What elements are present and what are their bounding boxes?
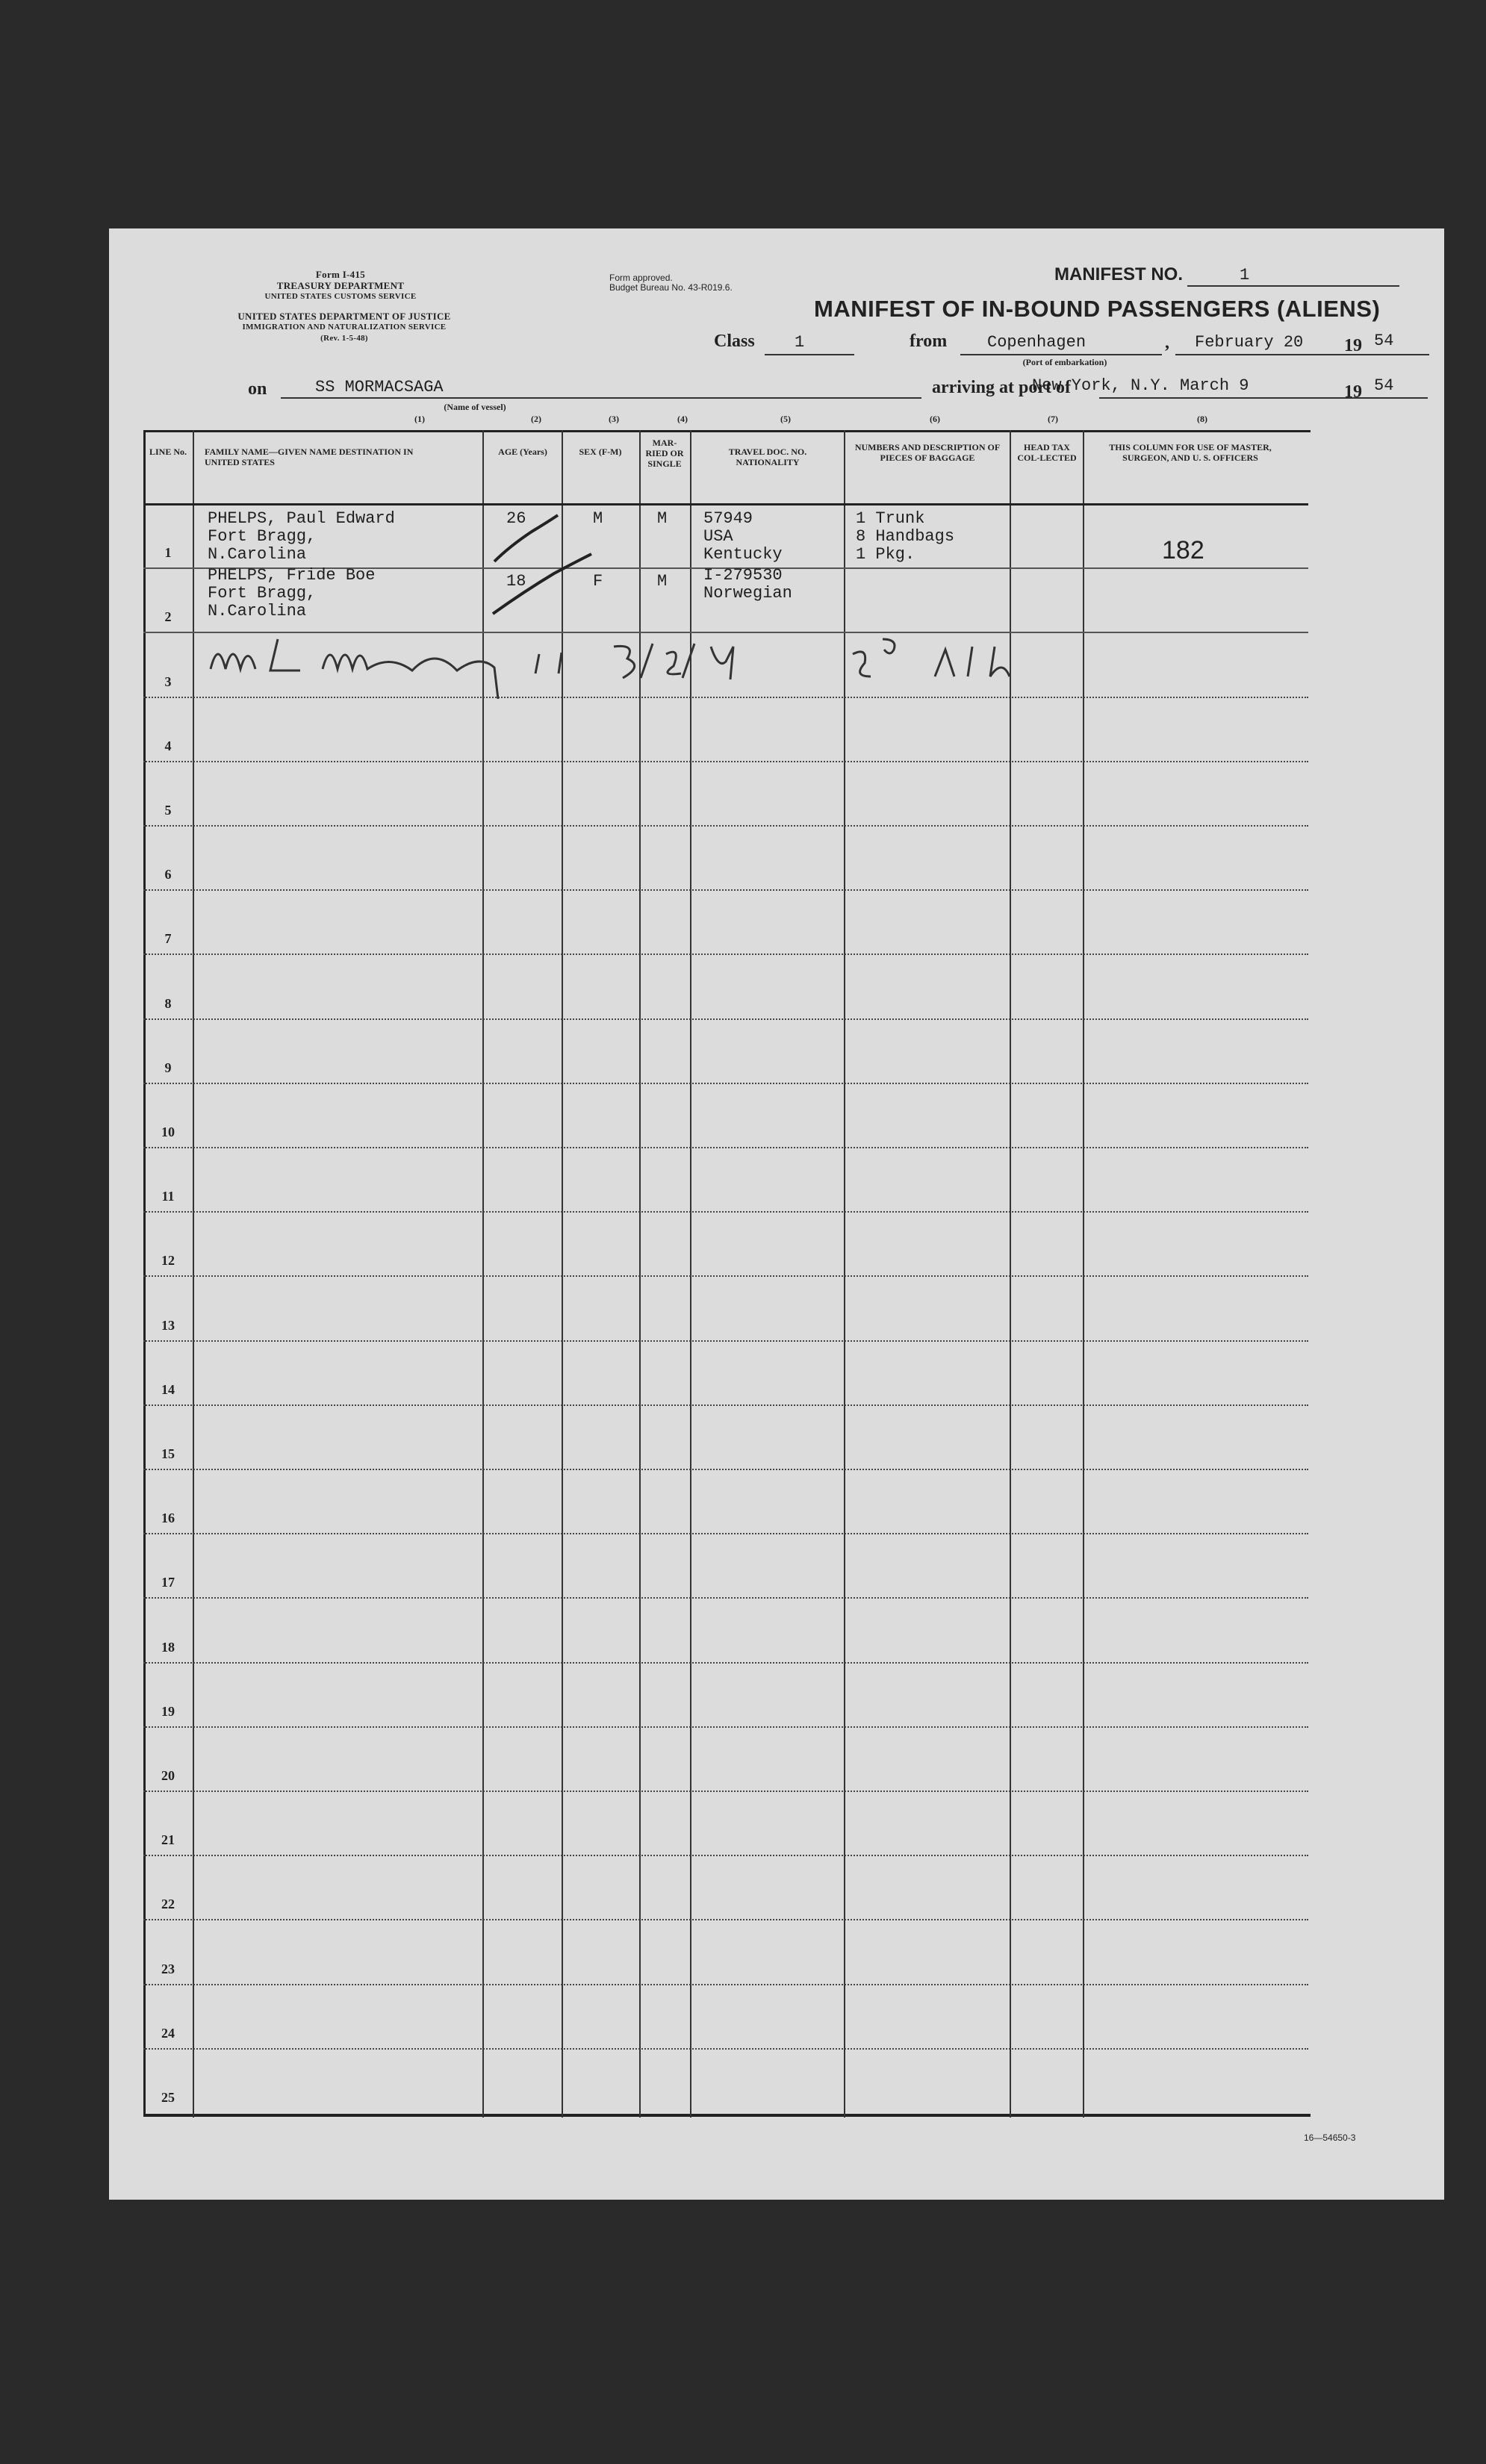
vessel-name: SS MORMACSAGA [315, 378, 444, 396]
passenger-1-name: PHELPS, Paul Edward [208, 509, 395, 528]
row-rule [143, 1404, 1308, 1406]
row-rule [143, 1791, 1308, 1792]
col-num-5: (5) [780, 414, 791, 424]
passenger-2-doc: I-279530 [703, 566, 783, 585]
passenger-2-destination-state: N.Carolina [208, 602, 307, 620]
header-head-tax: HEAD TAX COL-LECTED [1017, 442, 1077, 463]
row-rule [143, 889, 1308, 891]
passenger-2-nationality: Norwegian [703, 584, 792, 603]
header-travel-doc: TRAVEL DOC. NO. NATIONALITY [728, 447, 807, 467]
from-underline [960, 354, 1162, 355]
line-number: 14 [161, 1381, 175, 1397]
passenger-1-officer-note: 182 [1162, 536, 1204, 564]
row-rule [143, 825, 1308, 827]
header-name: FAMILY NAME—GIVEN NAME DESTINATION IN UNITED STATES [205, 447, 414, 467]
arrival-underline [1099, 397, 1428, 399]
line-number: 20 [161, 1768, 175, 1783]
budget-bureau: Budget Bureau No. 43-R019.6. [609, 282, 733, 293]
revision-label: (Rev. 1-5-48) [320, 334, 368, 343]
inspector-signature [196, 624, 1166, 706]
line-number: 22 [161, 1897, 175, 1912]
arrival-year-prefix: 19 [1344, 382, 1362, 402]
handwritten-check-marks [479, 502, 644, 629]
line-number: 15 [161, 1446, 175, 1461]
line-number: 25 [161, 2090, 175, 2105]
passenger-2-sex: F [593, 572, 603, 591]
from-label: from [910, 332, 948, 351]
passenger-1-marital: M [657, 509, 668, 528]
header-age: AGE (Years) [498, 447, 547, 457]
manifest-title: MANIFEST OF IN-BOUND PASSENGERS (ALIENS) [814, 296, 1381, 322]
passenger-1-nationality: USA [703, 527, 733, 546]
line-number: 1 [164, 545, 172, 561]
passenger-1-doc: 57949 [703, 509, 753, 528]
manifest-number-underline [1187, 285, 1399, 287]
class-value: 1 [795, 333, 805, 352]
arriving-label: arriving at port of [932, 378, 1071, 397]
col-num-4: (4) [677, 414, 688, 424]
customs-label: UNITED STATES CUSTOMS SERVICE [264, 292, 417, 301]
passenger-1-baggage-pkg: 1 Pkg. [856, 545, 915, 564]
year-prefix: 19 [1344, 336, 1362, 355]
row-rule [143, 1018, 1308, 1020]
header-baggage: NUMBERS AND DESCRIPTION OF PIECES OF BAGGAGE [854, 442, 1001, 463]
header-rule [143, 503, 1308, 505]
form-approved: Form approved. [609, 273, 673, 283]
justice-label: UNITED STATES DEPARTMENT OF JUSTICE [237, 311, 451, 322]
departure-year: 54 [1374, 332, 1394, 350]
line-number: 23 [161, 1961, 175, 1976]
passenger-1-state: Kentucky [703, 545, 783, 564]
col-num-7: (7) [1048, 414, 1058, 424]
footer-code: 16—54650-3 [1304, 2132, 1356, 2143]
date-comma: , [1165, 333, 1169, 352]
header-married: MAR-RIED OR SINGLE [645, 438, 684, 469]
passenger-1-baggage-handbags: 8 Handbags [856, 527, 955, 546]
col-num-1: (1) [414, 414, 425, 424]
line-number: 10 [161, 1124, 175, 1139]
form-number: Form I-415 [315, 269, 366, 280]
row-rule [143, 761, 1308, 762]
col-num-8: (8) [1197, 414, 1207, 424]
passenger-table [143, 414, 1308, 2112]
departure-date: February 20 [1195, 333, 1304, 352]
manifest-number-value: 1 [1240, 266, 1250, 284]
line-number: 21 [161, 1832, 175, 1848]
passenger-2-name: PHELPS, Fride Boe [208, 566, 376, 585]
passenger-2-marital: M [657, 572, 668, 591]
class-underline [765, 354, 854, 355]
line-number: 5 [164, 803, 172, 818]
line-number: 18 [161, 1639, 175, 1655]
col-num-6: (6) [930, 414, 940, 424]
row-rule [143, 2048, 1308, 2050]
row-rule [143, 1275, 1308, 1277]
col-divider [193, 430, 194, 2118]
row-rule [143, 1984, 1308, 1985]
line-number: 2 [164, 609, 172, 625]
line-number: 17 [161, 1575, 175, 1590]
passenger-1-sex: M [593, 509, 603, 528]
col-num-3: (3) [609, 414, 619, 424]
line-number: 8 [164, 995, 172, 1011]
row-rule [143, 1597, 1308, 1599]
header-officers: THIS COLUMN FOR USE OF MASTER, SURGEON, AND U. S. OFFICERS [1109, 442, 1272, 463]
line-number: 16 [161, 1511, 175, 1526]
line-number: 9 [164, 1060, 172, 1075]
form-agency-block [229, 269, 453, 302]
ins-label: IMMIGRATION AND NATURALIZATION SERVICE [242, 323, 447, 332]
passenger-1-destination: Fort Bragg, [208, 527, 317, 546]
port-caption: (Port of embarkation) [1022, 357, 1107, 367]
line-number: 4 [164, 738, 172, 753]
line-number: 3 [164, 673, 172, 689]
row-rule [143, 1533, 1308, 1534]
class-label: Class [714, 332, 755, 351]
row-rule [143, 1147, 1308, 1148]
row-rule [143, 953, 1308, 955]
row-rule [143, 1469, 1308, 1470]
vessel-caption: (Name of vessel) [444, 402, 506, 412]
port-of-embarkation: Copenhagen [987, 333, 1086, 352]
treasury-label: TREASURY DEPARTMENT [276, 280, 405, 291]
row-rule [143, 1662, 1308, 1664]
passenger-2-age: 18 [506, 572, 526, 591]
line-number: 19 [161, 1703, 175, 1719]
passenger-1-age: 26 [506, 509, 526, 528]
arrival-year: 54 [1374, 376, 1394, 395]
line-number: 7 [164, 931, 172, 947]
line-number: 12 [161, 1253, 175, 1269]
manifest-number-label: MANIFEST NO. [1054, 264, 1183, 284]
line-number: 6 [164, 867, 172, 883]
manifest-sheet [109, 228, 1444, 2200]
vessel-underline [281, 397, 921, 399]
on-label: on [248, 379, 267, 399]
col-num-2: (2) [531, 414, 541, 424]
row-rule [143, 1726, 1308, 1728]
row-rule [143, 1919, 1308, 1920]
passenger-1-destination-state: N.Carolina [208, 545, 307, 564]
passenger-2-destination: Fort Bragg, [208, 584, 317, 603]
header-line-no: LINE No. [149, 447, 187, 457]
passenger-1-baggage-trunk: 1 Trunk [856, 509, 925, 528]
row-rule [143, 1855, 1308, 1856]
line-number: 13 [161, 1317, 175, 1333]
row-rule [143, 1340, 1308, 1342]
row-rule [143, 1211, 1308, 1213]
justice-block [221, 311, 467, 344]
line-number: 24 [161, 2025, 175, 2041]
arrival-port-date: New York, N.Y. March 9 [1032, 376, 1249, 395]
row-rule [143, 1083, 1308, 1084]
date-underline [1175, 354, 1429, 355]
line-number: 11 [161, 1189, 175, 1204]
form-approved-block [609, 273, 733, 293]
header-sex: SEX (F-M) [579, 447, 622, 457]
